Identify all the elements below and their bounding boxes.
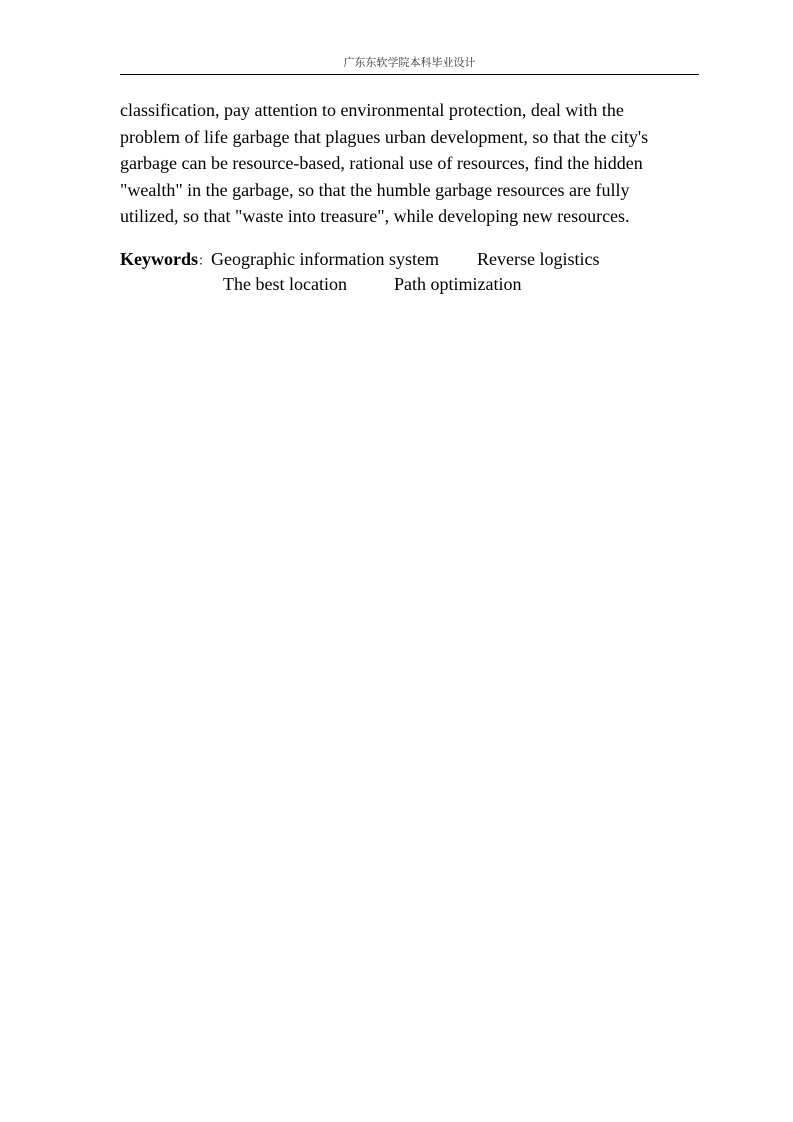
keywords-row-2 bbox=[120, 273, 680, 296]
abstract-line: problem of life garbage that plagues urban development, so that the city's bbox=[120, 126, 649, 147]
abstract-paragraph bbox=[120, 97, 680, 230]
keywords-block bbox=[120, 248, 680, 296]
abstract-line: garbage can be resource-based, rational use of resources, find the hidden bbox=[120, 153, 643, 173]
abstract-line: utilized, so that "waste into treasure", while developing new resources. bbox=[120, 206, 630, 226]
keyword-item: Geographic information system bbox=[211, 249, 439, 269]
keywords-label: Keywords bbox=[120, 249, 198, 269]
header-title: 广东东软学院本科毕业设计 bbox=[343, 56, 476, 69]
keyword-item: The best location bbox=[223, 274, 347, 294]
abstract-line: classification, pay attention to environmental protection, deal with the bbox=[120, 100, 624, 120]
keyword-item: Path optimization bbox=[393, 274, 522, 294]
abstract-line: "wealth" in the garbage, so that the humble garbage resources are fully bbox=[120, 179, 630, 200]
keywords-row-1 bbox=[120, 248, 680, 273]
keyword-item: Reverse logistics bbox=[476, 249, 600, 269]
page-header bbox=[120, 56, 699, 75]
keywords-colon: ： bbox=[198, 254, 212, 269]
